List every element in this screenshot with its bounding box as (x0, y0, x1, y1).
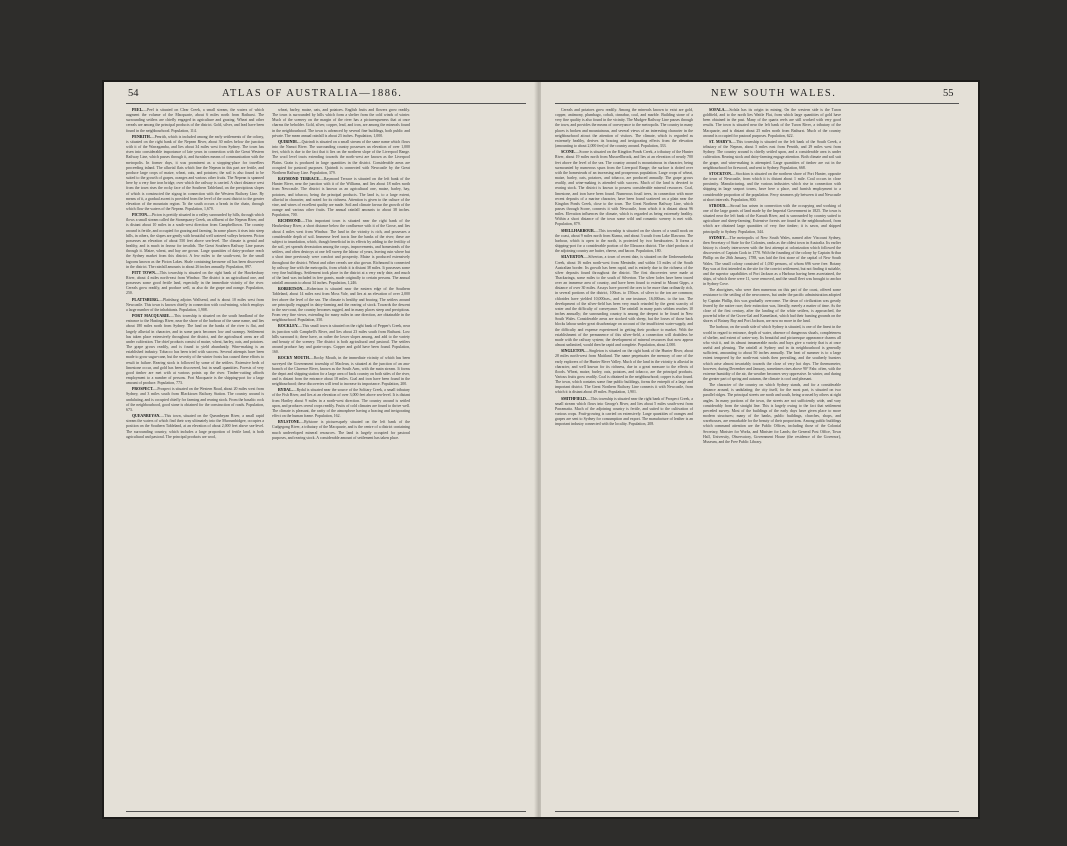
entry-heading: ROCKLEY. (278, 324, 299, 329)
entry-text: —Rocky Mouth, in the immediate vicinity of which has been surveyed the Government township of Maclean, is situated at the junction of an ana-branch of the Clarence River, known as the South Arm, with the main stream. It forms the depot and shipping station for a large area of back country on both sides of the river, and is distant from the entrance about 18 miles. Coal and iron have been found in the neighbourhood; these discoveries will tend to increase its importance. Population, 200. (272, 356, 410, 387)
entry-heading: PLATTSBURG. (132, 297, 160, 302)
entry-heading: SMITHFIELD. (561, 396, 587, 401)
entry-heading: PICTON. (132, 213, 149, 218)
entry-paragraph (126, 213, 264, 270)
entry-paragraph (703, 383, 841, 445)
left-header-rule (126, 103, 526, 104)
entry-paragraph (555, 108, 693, 149)
entry-paragraph (272, 356, 410, 387)
entry-text: —This township is situated near the right bank of Prospect Creek, a small stream which flows into George's River, and lies about 5 miles south-west from Parramatta. Much of the adjoining country is fertile, and suited to the cultivation of various crops. Fruit-growing is carried on extensively. Large quantities of oranges and grapes are sent to Sydney for consumption and export. The manufacture of leather is an important industry connected with the locality. Population, 208. (555, 396, 693, 427)
entry-text: —Peel is situated on Clear Creek, a small stream, the waters of which augment the volume of the Macquarie, about 6 miles north from Bathurst. The surrounding settlers are chiefly engaged in agriculture and grazing. Wheat and other cereals are among the principal products of the district. Gold, silver, and lead have been found in the neighbourhood. Population, 114. (126, 108, 264, 133)
entry-heading: SCONE. (561, 150, 576, 155)
entry-heading: SYDNEY. (709, 235, 726, 240)
entry-paragraph (272, 287, 410, 323)
entry-heading: PENRITH. (132, 134, 151, 139)
entry-heading: SILVERTON. (561, 255, 585, 260)
entry-paragraph (703, 236, 841, 288)
entry-heading: ST. MARY'S. (709, 139, 733, 144)
left-column-2 (272, 108, 410, 808)
entry-paragraph (555, 397, 693, 428)
entry-heading: SHELLHARBOUR. (561, 228, 595, 233)
entry-text: —This township is situated on the left bank of the South Creek, a tributary of the Nepean, about 5 miles east from Penrith, and 29 miles west from Sydney. The country around is chiefly settled upon, and a considerable area is under cultivation. Rearing stock and dairy-farming engage attention. Both climate and soil suit the grape, and wine-making is attempted. Large quantities of timber are cut in the neighbourhood for firewood, and sent to Sydney. Population, 668. (703, 139, 841, 170)
entry-paragraph (126, 314, 264, 386)
entry-paragraph (703, 140, 841, 171)
entry-paragraph (703, 204, 841, 235)
entry-text: The harbour, on the south side of which Sydney is situated, is one of the finest in the world in regard to entrance, depth of water, absence of dangerous shoals, completeness of shelter, and extent of water-way. Its beautiful and picturesque appearance charms all who visit it, and its almost innumerable nooks and bays give a variety that is at once useful and pleasing. The rainfall at Sydney and in its neighbourhood is generally sufficient, amounting to about 50 inches annually. The heat of summer is to a large extent tempered by the north-east winds then prevailing, and the southerly bursters which arise almost invariably towards the close of very hot days. The thermometer, however, during December and January, sometimes rises above 90° Fahr. often, with the extreme humidity of the air, the weather becomes very oppressive. In winter, and during the greater part of spring and autumn, the climate is cool and pleasant. (703, 325, 841, 381)
entry-heading: RICHMOND. (278, 219, 302, 224)
entry-paragraph (272, 108, 410, 139)
left-page-number: 54 (128, 88, 139, 99)
entry-text: —Stroud has arisen in connection with the occupying and working of one of the large grants of land made by the Imperial Government in 1825. The town is situated near the left bank of the Karuah River, and is surrounded by country suited to agriculture and sheep-farming. Extensive forests are found in the neighbourhood, from which are obtained large quantities of very fine timber; it is sawn, and shipped principally to Sydney. Population, 344. (703, 203, 841, 234)
entry-text: —This township is situated on the right bank of the Hawkesbury River, about 4 miles north-east from Windsor. The district is an agricultural one, and possesses some good fertile land, especially in the immediate vicinity of the river. Cereals grow readily, and produce well, as also do the grape and orange. Population, 250. (126, 270, 264, 296)
entry-heading: PROSPECT. (132, 387, 154, 392)
entry-paragraph (126, 414, 264, 440)
entry-text: —Scone is situated on the Kingdon Ponds Creek, a tributary of the Hunter River, about 19 miles north from Muswellbrook, and lies at an elevation of nearly 700 feet above the level of the sea. The country around is mountainous in character, being surmounted by numerous spurs from the Liverpool Range; the surface is dotted over with the homesteads of an increasing and prosperous population. Large crops of wheat, maize, barley, oats, potatoes, and tobacco, are produced annually. The grape grows readily, and wine-making is attended with success. Much of the land is devoted to rearing stock. The district is known to possess considerable mineral resources. Coal, limestone, and iron have been found. Numerous fossil trees, in connection with more recent deposits of a marine character, have been found scattered on a plain near the Kingdon Ponds Creek, close to the town. The Great Northern Railway Line, which passes through Scone, connects it with Newcastle, from which it is distant about 96 miles. Elevation influences the climate, which is regarded as being extremely healthy. Within a short distance of the town some wild and romantic scenery is met with. Population, 879. (555, 150, 693, 227)
entry-heading: SOFALA. (709, 108, 726, 112)
entry-paragraph (703, 325, 841, 382)
entry-text: —This town, situated on the Queanbeyan River, a small rapid stream the waters of which find their way ultimately into the Murrumbidgee, occupies a position on the Southern Tableland, at an elevation of about 2,000 feet above sea-level. The surrounding country, which includes a large proportion of fertile land, is both agricultural and pastoral. The principal products are wool, (126, 414, 264, 439)
entry-text: —Silverton, a town of recent date, is situated on the Umberumberka Creek, about 16 miles north-west from Menindie, and within 13 miles of the South Australian border. Its growth has been rapid, and is entirely due to the richness of the silver deposits found throughout the district. The first discoveries were made at Thackaringa, some miles to the south of Silverton. The silver lodes have been traced over an immense area of country, and have been found to extend to Mount Gipps, a distance of over 30 miles. Assays have proved the ores to be more than ordinarily rich, in several portions of the district, 100ozs. to 150ozs. of silver to the ton are common; chlorides have yielded 10,000ozs., and in one instance, 16,000ozs. to the ton. The development of the silver-field has been very much retarded by the great scarcity of water and the difficulty of conveyance. The rainfall in many parts seldom reaches 10 inches annually; the surrounding country is among the deepest to be found in New South Wales. Considerable areas are stocked with sheep, but the losses of those back blocks labour under great disadvantage on account of the insufficient water-supply, and the difficulty and expense experienced in getting their produce to market. With the establishment of the permanence of this silver-field, a connection will doubtless be made with the railway system; the development of mineral resources that now appear almost unlimited, would then be rapid and complete. Population, about 2,000. (555, 255, 693, 348)
entry-text: —This important town is situated near the right bank of the Hawkesbury River, a short distance below the confluence with it of the Grose, and lies about 4 miles west from Windsor. The land in the vicinity is rich, and possesses a considerable depth of soil. Immense level tracts line the banks of the river; these are subject to inundation, which, though beneficial in its effects by adding to the fertility of the soil, yet spreads devastation among the crops, improvements, and homesteads of the settlers, and often destroys at one fell sweep the labour of years, leaving ruin where but a short time previously were comfort and prosperity. Maize is produced extensively throughout the district. Wheat and other cereals are also grown. Richmond is connected by railway line with the metropolis, from which it is distant 38 miles. It possesses some very fine buildings. Settlement took place in the district at a very early date, and much of the land was included in free grants, made originally to certain persons. The annual rainfall amounts to about 34 inches. Population, 1,246. (272, 219, 410, 286)
entry-text: —Picton is prettily situated in a valley surrounded by hills, through which flows a small stream called the Stonequarry Creek, an affluent of the Nepean River, and is distant about 10 miles in a south-west direction from Campbelltown. The country around is fertile, and occupied for grazing and farming. In some places it rises into steep hills, in others, the slopes are gently with beautiful well watered valleys between. Picton possesses an elevation of about 550 feet above sea-level. The climate is genial and healthy, and is much in favour for invalids. The Great Southern Railway Line passes through it. Maize, wheat, and hay are grown. Large quantities of dairy-produce reach the Sydney market from this district. A few miles to the south-west, lie the small lagoons known as the Picton Lakes. Shale containing kerosene oil has been discovered in the district. The rainfall amounts to about 26 inches annually. Population, 897. (126, 213, 264, 269)
entry-paragraph (126, 135, 264, 212)
entry-text: —Plattsburg adjoins Wallsend, and is about 10 miles west from Newcastle. This town is known chiefly in connection with coal-mining, which employs a large number of the inhabitants. Population, 1,908. (126, 297, 264, 312)
entry-heading: SINGLETON. (561, 349, 586, 354)
entry-heading: QUIRINDI. (278, 139, 298, 144)
entry-text: —The metropolis of New South Wales, named after Viscount Sydney, then Secretary of State for the Colonies, ranks as the oldest town in Australia. Its earlier history is closely interwoven with the first attempt at colonization which followed the discoveries of Captain Cook in 1770. With the founding of the colony by Captain Arthur Phillip on the 26th January, 1788, was laid the first stone of the capital of New South Wales. The small colony consisted of 1,030 persons, of whom 696 were free. Botany Bay was at first intended as the site for the convict settlement, but not finding it suitable, and the superior capabilities of Port Jackson as a Harbour having been ascertained, the ships, of which there were 11, were removed, and the small fleet was brought to anchor in Sydney Cove. (703, 235, 841, 287)
entry-heading: STROUD. (709, 203, 727, 208)
entry-text: The character of the country on which Sydney stands, and for a considerable distance around, is undulating; the city itself, for the most part, is situated on two parallel ridges. The principal streets are north and south, being crossed by others at right angles. In many portions of the town, the streets are not sufficiently wide, and vary considerably from the straight line. This is largely owing to the fact that settlement preceded survey. Most of the buildings of the early days have given place to more modern structures; many of the banks, public buildings, churches, shops, and warehouses, are remarkable for the beauty of their proportions. Among public buildings which command attention are the Public Offices, including those of the Colonial Secretary, Minister for Works, and Minister for Lands; the General Post Office, Town Hall, University, Observatory, Government House (the residence of the Governor), Museum, and the Free Public Library. (703, 383, 841, 444)
entry-paragraph (703, 108, 841, 139)
entry-heading: PORT MACQUARIE. (132, 314, 171, 319)
entry-text: —Rydal is situated near the source of the Solitary Creek, a small tributary of the Fish River, and lies at an elevation of over 3,000 feet above sea-level. It is distant from Hartley about 9 miles in a north-west direction. The country around is settled upon, and produces cereal crops readily. Fruits of cold climates are found to thrive well. The climate is pleasant, the rarity of the atmosphere having a bracing and invigorating effect on the human frame. Population, 162. (272, 388, 410, 419)
right-column-1 (555, 108, 693, 808)
right-footer-rule (555, 811, 959, 812)
entry-paragraph (272, 219, 410, 286)
right-header-rule (555, 103, 959, 104)
left-page (104, 82, 541, 817)
entry-text: —Robertson is situated near the eastern edge of the Southern Tableland, about 14 miles east from Moss Vale, and lies at an elevation of over 2,000 feet above the level of the sea. The climate is healthy and bracing. The settlers around are principally engaged in dairy-farming and the rearing of stock. Towards the descent to the sea-coast, the country becomes rugged, and in many places steep and precipitous. From very fine views, extending for many miles in one direction, are obtainable in the neighbourhood. Population, 350. (272, 287, 410, 323)
entry-text: —Stockton is situated on the northern shore of Port Hunter, opposite the town of Newcastle, from which it is distant about 1 mile. Coal occurs in close proximity. Manufacturing, and the various industries which rise in connection with shipping in large seaport towns, have here a place, and furnish employment to a considerable proportion of the population. Ferry steamers ply between it and Newcastle at short intervals. Population, 800. (703, 171, 841, 202)
right-column-2 (703, 108, 841, 808)
entry-text: —This township is situated on the south headland of the entrance to the Hastings River, near the shore of the harbour of the same name, and lies about 180 miles north from Sydney. The land on the banks of the river is flat, and largely alluvial in character, and in some parts becomes low and swampy. Settlement has taken place extensively throughout the district, and the agricultural areas are all under cultivation. The chief products consist of maize, wheat, barley, oats, and potatoes. The grape grows readily, and is found to yield abundantly. Wine-making is an established industry. Tobacco has been tried with success. Several attempts have been made to grow sugar-cane, but the severity of the winter frosts has caused these efforts to result in failure. Rearing stock is followed by some of the settlers. Extensive beds of limestone occur, and gold has been discovered, but in small quantities. Forests of very good timber are met with at various points up the river. Timber-cutting affords employment to a number of persons. Port Macquarie is the shipping-port for a large amount of produce. Population, 773. (126, 314, 264, 386)
entry-paragraph (555, 229, 693, 255)
entry-text: —This small town is situated on the right bank of Pepper's Creek, near its junction with Campbell's River, and lies about 23 miles south from Bathurst. Low hills surround it; these have, as rather the lower slopes among, and add to the variety and beauty of the scenery. The district is both agricultural and pastoral. The settlers around produce hay and grain-crops. Copper and gold have been found. Population, 160. (272, 324, 410, 355)
entry-text: —Quirindi is situated on a small stream of the same name which flows into the Namoi River. The surrounding country possesses an elevation of over 1,000 feet, which is due to the fact that it lies on the northern slope of the Liverpool Range. The wool level tracts extending towards the north-west are known as the Liverpool Plains. Grain is produced in large quantities in the district. Considerable areas are occupied for pastoral purposes. Quirindi is connected with Newcastle by the Great Northern Railway Line. Population, 379. (272, 139, 410, 175)
entry-paragraph (555, 349, 693, 395)
left-running-head: ATLAS OF AUSTRALIA—1886. (222, 88, 403, 99)
entry-text: —Raymond Terrace is situated on the left bank of the Hunter River, near the junction with it of the Williams, and lies about 18 miles north from Newcastle. The district is known as an agricultural one, maize, barley, hay, potatoes, and tobacco, being the principal products. The land is, to a large extent, alluvial in character, and noted for its richness. Attention is given to the culture of the vine, and wines of excellent quality are made. Soil and climate favour the growth of the orange and various other fruits. The annual rainfall amounts to about 38 inches. Population, 700. (272, 177, 410, 218)
right-running-head: NEW SOUTH WALES. (711, 88, 837, 99)
entry-heading: RYDAL. (278, 388, 293, 393)
entry-text: The aborigines, who were then numerous on this part of the coast, offered some resistance to the settling of the newcomers, but under the pacific administration adopted by Captain Phillip, this was gradually overcome. The dawn of civilization was greatly feared by the native race; their extinction was, literally, merely a matter of time. As the close of the first century, after the landing of the white settlers, is approached, the powerful tribe of the Gwea-Gal and Kameilarai, which had their hunting grounds on the shores of Botany Bay and Port Jackson, are now no more in the land. (703, 288, 841, 324)
entry-text: —Penrith, which is included among the early settlements of the colony, is situated on the right bank of the Nepean River, about 30 miles below the junction with it of the Warragamba, and lies about 34 miles west from Sydney. The town has risen into considerable importance of late years in connection with the Great Western Railway Line, which passes through it, and furnishes means of communication with the metropolis. In former days, it was prominent as a stopping-place for travellers proceeding inland. The alluvial flats which line the Nepean in this part are fertile, and produce large crops of maize, wheat, oats, and potatoes; the soil is also found to be suited to the growth of grapes, oranges and various other fruits. The Nepean is spanned here by a very fine iron bridge, over which the railway is carried. A short distance west from the town rises the rocky face of the Southern Tableland, on the precipitous slopes of which is constructed the zigzag in connection with the Western Railway Line. By means of it, a gradual ascent is provided from the level of the coast district to the greater elevation of the mountain region. To the south occurs a break in the chain, through which flow the waters of the Nepean. Population, 1,670. (126, 134, 264, 211)
entry-paragraph (272, 324, 410, 355)
entry-heading: ROCKY MOUTH. (278, 356, 310, 361)
entry-heading: PEEL. (132, 108, 144, 112)
entry-heading: PITT TOWN. (132, 270, 156, 275)
entry-text: wheat, barley, maize, oats, and potatoes. English fruits and flowers grow readily. The town is surrounded by hills which form a shelter from the cold winds of winter. Much of the scenery on the margin of the river has a picturesqueness that at once charms the beholder. Gold, silver, copper, lead, and iron, are among the minerals found in the neighbourhood. The town is advanced by several fine buildings, both public and private. The mean annual rainfall is about 23 inches. Population, 1,000. (272, 108, 410, 138)
entry-text: —Singleton is situated on the right bank of the Hunter River, about 28 miles north-west from Maitland. The name perpetuates the memory of one of the early explorers of the Hunter River Valley. Much of the land in the vicinity is alluvial in character, and well known for its richness, due in a great measure to the effects of floods. Wheat, maize, barley, oats, potatoes, and tobacco, are the principal products. Various fruits grow readily. Coal is obtained in the neighbourhood; copper is also found. The town, which contains some fine public buildings, forms the entrepôt of a large and important district. The Great Northern Railway Line connects it with Newcastle, from which it is distant about 49 miles. Population, 1,901. (555, 349, 693, 395)
entry-heading: QUEANBEYAN. (132, 414, 161, 419)
entry-paragraph (272, 177, 410, 218)
left-column-1 (126, 108, 264, 808)
entry-paragraph (555, 255, 693, 348)
entry-text: Cereals and potatoes grow readily. Among the minerals known to exist are gold, copper, antimony, plumbago, cobalt, cinnabar, coal, and marble. Building stone of a very fine quality is also found in the vicinity. The Mudgee Railway Line passes through the town, and provides the means of conveyance to the metropolis. The country in many places is broken and mountainous, and several views of an interesting character in the neighbourhood attract the attention of visitors. The climate, which is regarded as extremely healthy, derives its bracing and invigorating effects from the elevation (amounting to about 2,000 feet) of the country around. Population, 333. (555, 108, 693, 149)
entry-heading: RYLSTONE. (278, 420, 301, 425)
left-footer-rule (126, 811, 526, 812)
entry-text: —This township is situated on the shores of a small nook on the coast, about 9 miles north from Kiama, and about 3 south from Lake Illawarra. The harbour, which is open to the north, is protected by two breakwaters. It forms a shipping-port for a considerable portion of the Illawarra district. The chief products of the adjoining country are butter, cheese, and bacon. Population, 180. (555, 228, 693, 254)
entry-heading: STOCKTON. (709, 171, 732, 176)
entry-paragraph (703, 172, 841, 203)
entry-text: —Rylstone is picturesquely situated on the left bank of the Cudgegong River, a tributary of the Macquarie, and is the centre of a district containing much undeveloped mineral resources. The land is largely occupied for pastoral purposes, and rearing stock. A considerable amount of settlement has taken place. (272, 420, 410, 440)
entry-text: —Prospect is situated on the Western Road, about 20 miles west from Sydney, and 3 miles south from Blacktown Railway Station. The country around is undulating, and is occupied chiefly for farming and rearing stock. From the basaltic rock of the neighbourhood, good stone is obtained for the construction of roads. Population, 673. (126, 387, 264, 412)
entry-text: —Sofala has its origin in mining. On the western side is the Turon goldfield, and to the north lies Wattle Flat, from which large quantities of gold have been obtained in the past. Many of the quartz reefs are still worked with very good results. The town is situated near the left bank of the Turon River, a tributary of the Macquarie, and is distant about 25 miles north from Bathurst. Much of the country around is occupied for pastoral purposes. Population, 622. (703, 108, 841, 138)
book-spread (104, 82, 978, 817)
entry-paragraph (555, 150, 693, 227)
right-page (541, 82, 978, 817)
entry-heading: RAYMOND TERRACE. (278, 177, 321, 182)
entry-paragraph (126, 298, 264, 313)
entry-paragraph (703, 288, 841, 324)
entry-heading: ROBERTSON. (278, 287, 304, 292)
entry-paragraph (272, 420, 410, 441)
entry-paragraph (272, 388, 410, 419)
entry-paragraph (126, 271, 264, 297)
right-page-number: 55 (943, 88, 954, 99)
entry-paragraph (126, 387, 264, 413)
entry-paragraph (272, 140, 410, 176)
entry-paragraph (126, 108, 264, 134)
